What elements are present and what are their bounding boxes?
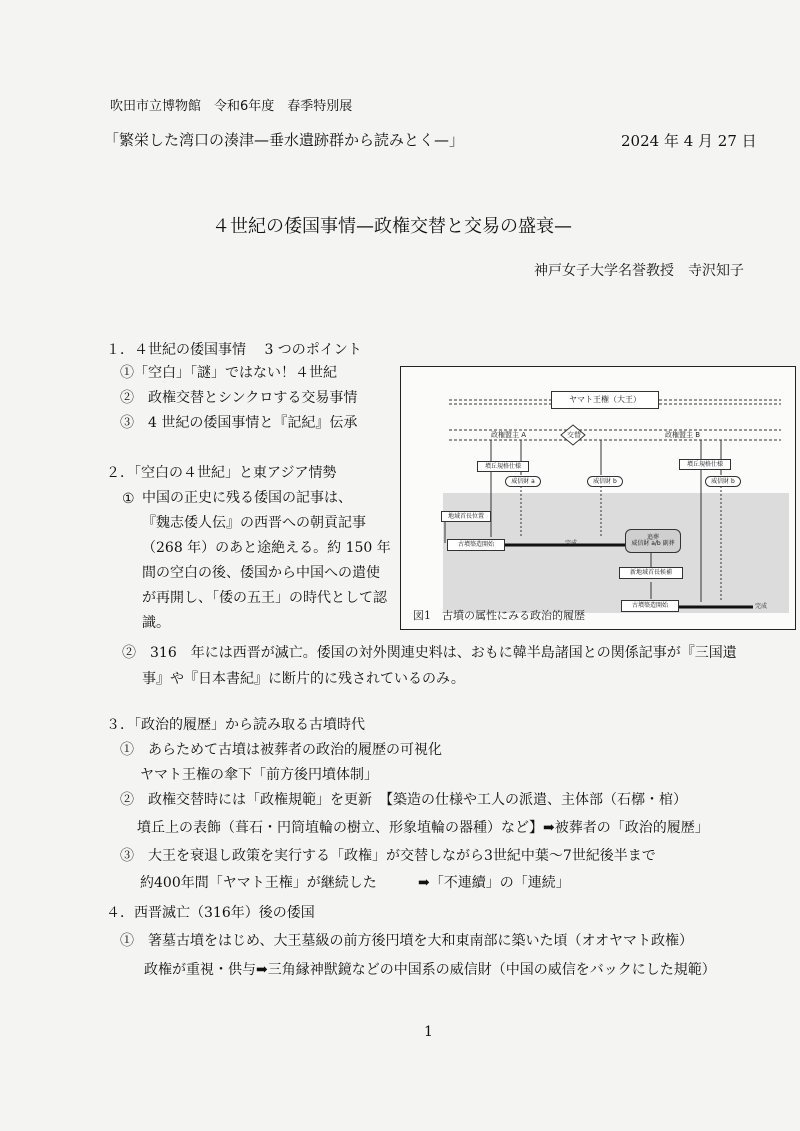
section2-item1-text [142, 486, 391, 636]
text-line: 間の空白の後、倭国から中国への遣使 [142, 565, 380, 581]
text-line: 中国の正史に残る倭国の記事は、 [142, 490, 352, 506]
section3-line-3: ② 政権交替時には「政権規範」を更新 【築造の仕様や工人の派遣、主体部（石槨・棺） [120, 792, 687, 808]
section1-item-1: ①「空白」「謎」ではない！４世紀 [120, 365, 337, 381]
prestige-goods-b1: 威信財 b [587, 476, 623, 487]
additional-burial-box: 追葬 威信財 a/b 副葬 [625, 529, 681, 553]
regional-chief-box: 地域首長位置 [441, 511, 491, 522]
section4-heading: ４．西晋滅亡（316年）後の倭国 [106, 905, 315, 921]
section3-line-1: ① あらためて古墳は被葬者の政治的履歴の可視化 [120, 742, 442, 758]
yamato-kingship-box: ヤマト王権（大王） [551, 391, 659, 409]
mound-spec-b: 墳丘規格仕様 [679, 459, 731, 470]
text-line: 事』や『日本書紀』に断片的に残されているのみ。 [142, 671, 465, 687]
section1-item-3: ③ 4 世紀の倭国事情と『記紀』伝承 [120, 415, 358, 431]
page-title: ４世紀の倭国事情—政権交替と交易の盛衰— [212, 216, 572, 237]
completion-a: 完成 [565, 540, 578, 547]
organizer-line: 吹田市立博物館 令和6年度 春季特別展 [110, 99, 353, 114]
completion-b: 完成 [755, 603, 768, 610]
alliance-b-label: 政権盟主 B [665, 431, 701, 439]
section4-line-1: ① 箸墓古墳をはじめ、大王墓級の前方後円墳を大和東南部に築いた頃（オオヤマト政権） [120, 933, 694, 949]
prestige-goods-a: 威信財 a [505, 476, 541, 487]
section2-heading: ２．「空白の４世紀」と東アジア情勢 [106, 465, 337, 481]
text-line: が再開し、「倭の五王」の時代として認 [142, 590, 387, 606]
alliance-a-label: 政権盟主 A [491, 431, 527, 439]
figure-caption: 図1 古墳の属性にみる政治的履歴 [413, 609, 585, 622]
text-line: 識。 [142, 615, 170, 631]
construction-start-b: 古墳築造開始 [621, 600, 679, 612]
section2-item1-number: ① [122, 491, 135, 507]
section1-item-2: ② 政権交替とシンクロする交易事情 [120, 390, 358, 406]
section3-line-2: ヤマト王権の傘下「前方後円墳体制」 [140, 767, 378, 783]
section3-line-7: ➡「不連續」の「連続」 [418, 875, 570, 891]
text-line: ② 316 年には西晋が滅亡。倭国の対外関連史料は、おもに韓半島諸国との関係記事が『三国遺 [122, 645, 737, 661]
text-line: （268 年）のあと途絶える。約 150 年 [142, 540, 391, 556]
construction-start-a: 古墳築造開始 [447, 539, 505, 551]
exhibition-title: 「繁栄した湾口の湊津—垂水遺跡群から読みとく—」 [104, 131, 465, 149]
section3-heading: ３．「政治的履歴」から読み取る古墳時代 [106, 717, 365, 733]
section3-line-6: 約400年間「ヤマト王権」が継続した [140, 875, 377, 891]
figure-political-history [400, 366, 796, 630]
date: 2024 年 4 月 27 日 [621, 132, 757, 150]
exchange-label: 交替 [567, 431, 581, 439]
section4-line-2: 政権が重視・供与➡三角縁神獣鏡などの中国系の威信財（中国の威信をバックにした規範） [144, 962, 716, 978]
section1-heading: １．４世紀の倭国事情 3 つのポイント [106, 342, 362, 358]
author: 神戸女子大学名誉教授 寺沢知子 [534, 263, 744, 279]
prestige-goods-b2: 威信財 b [705, 476, 741, 487]
new-regional-chief-box: 新地域首長候補 [619, 567, 683, 579]
page-number: 1 [424, 1024, 433, 1040]
section2-item2-text [122, 640, 737, 692]
mound-spec-a: 墳丘規格仕様 [477, 461, 529, 472]
section3-line-4: 墳丘上の表飾（葺石・円筒埴輪の樹立、形象埴輪の器種）など】➡被葬者の「政治的履歴」 [137, 820, 709, 836]
section3-line-5: ③ 大王を衰退し政策を実行する「政権」が交替しながら3世紀中葉〜7世紀後半まで [120, 848, 656, 864]
text-line: 『魏志倭人伝』の西晋への朝貢記事 [142, 515, 366, 531]
